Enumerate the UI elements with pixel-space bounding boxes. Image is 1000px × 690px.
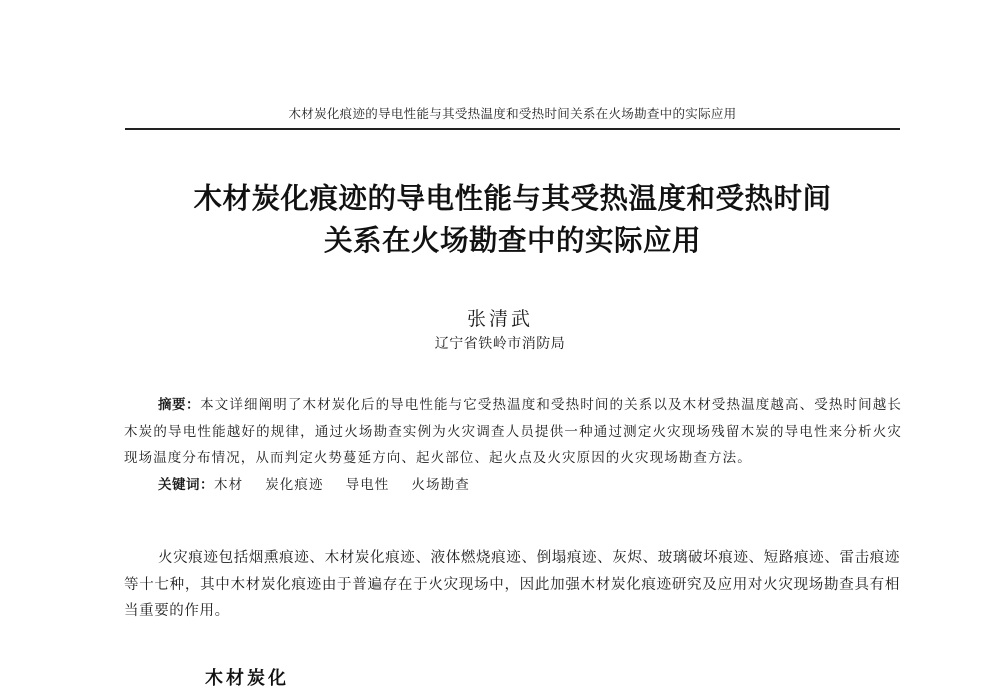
header-rule [125, 128, 900, 130]
keywords-label: 关键词： [158, 476, 214, 493]
title-line-1: 木材炭化痕迹的导电性能与其受热温度和受热时间 [193, 182, 832, 215]
abstract-text: 本文详细阐明了木材炭化后的导电性能与它受热温度和受热时间的关系以及木材受热温度越高、受热时间越长木炭的导电性能越好的规律，通过火场勘查实例为火灾调查人员提供一种通过测定火灾现场残留木炭的导电性来分析火灾现场温度分布情况，从而判定火势蔓延方向、起火部位、起火点及火灾原因的火灾现场勘查方法。 [124, 397, 902, 466]
abstract-block [124, 392, 902, 498]
paper-title [150, 178, 875, 262]
running-header: 木材炭化痕迹的导电性能与其受热温度和受热时间关系在火场勘查中的实际应用 [288, 106, 737, 121]
keyword-item: 木材 [214, 476, 244, 493]
abstract-label: 摘要： [158, 397, 201, 413]
intro-paragraph: 火灾痕迹包括烟熏痕迹、木材炭化痕迹、液体燃烧痕迹、倒塌痕迹、灰烬、玻璃破坏痕迹、短路痕迹、雷击痕迹等十七种，其中木材炭化痕迹由于普遍存在于火灾现场中，因此加强木材炭化痕迹研究及应用对火灾现场勘查具有相当重要的作用。 [124, 550, 900, 619]
section-heading: 木材炭化 [205, 668, 289, 689]
keyword-item: 火场勘查 [411, 476, 470, 493]
author-affiliation: 辽宁省铁岭市消防局 [434, 336, 566, 352]
keyword-item: 炭化痕迹 [265, 476, 324, 493]
keywords-line [124, 472, 902, 499]
author-name: 张清武 [466, 308, 533, 330]
title-line-2: 关系在火场勘查中的实际应用 [323, 224, 701, 257]
abstract-paragraph [124, 392, 902, 472]
keyword-item: 导电性 [345, 476, 390, 493]
